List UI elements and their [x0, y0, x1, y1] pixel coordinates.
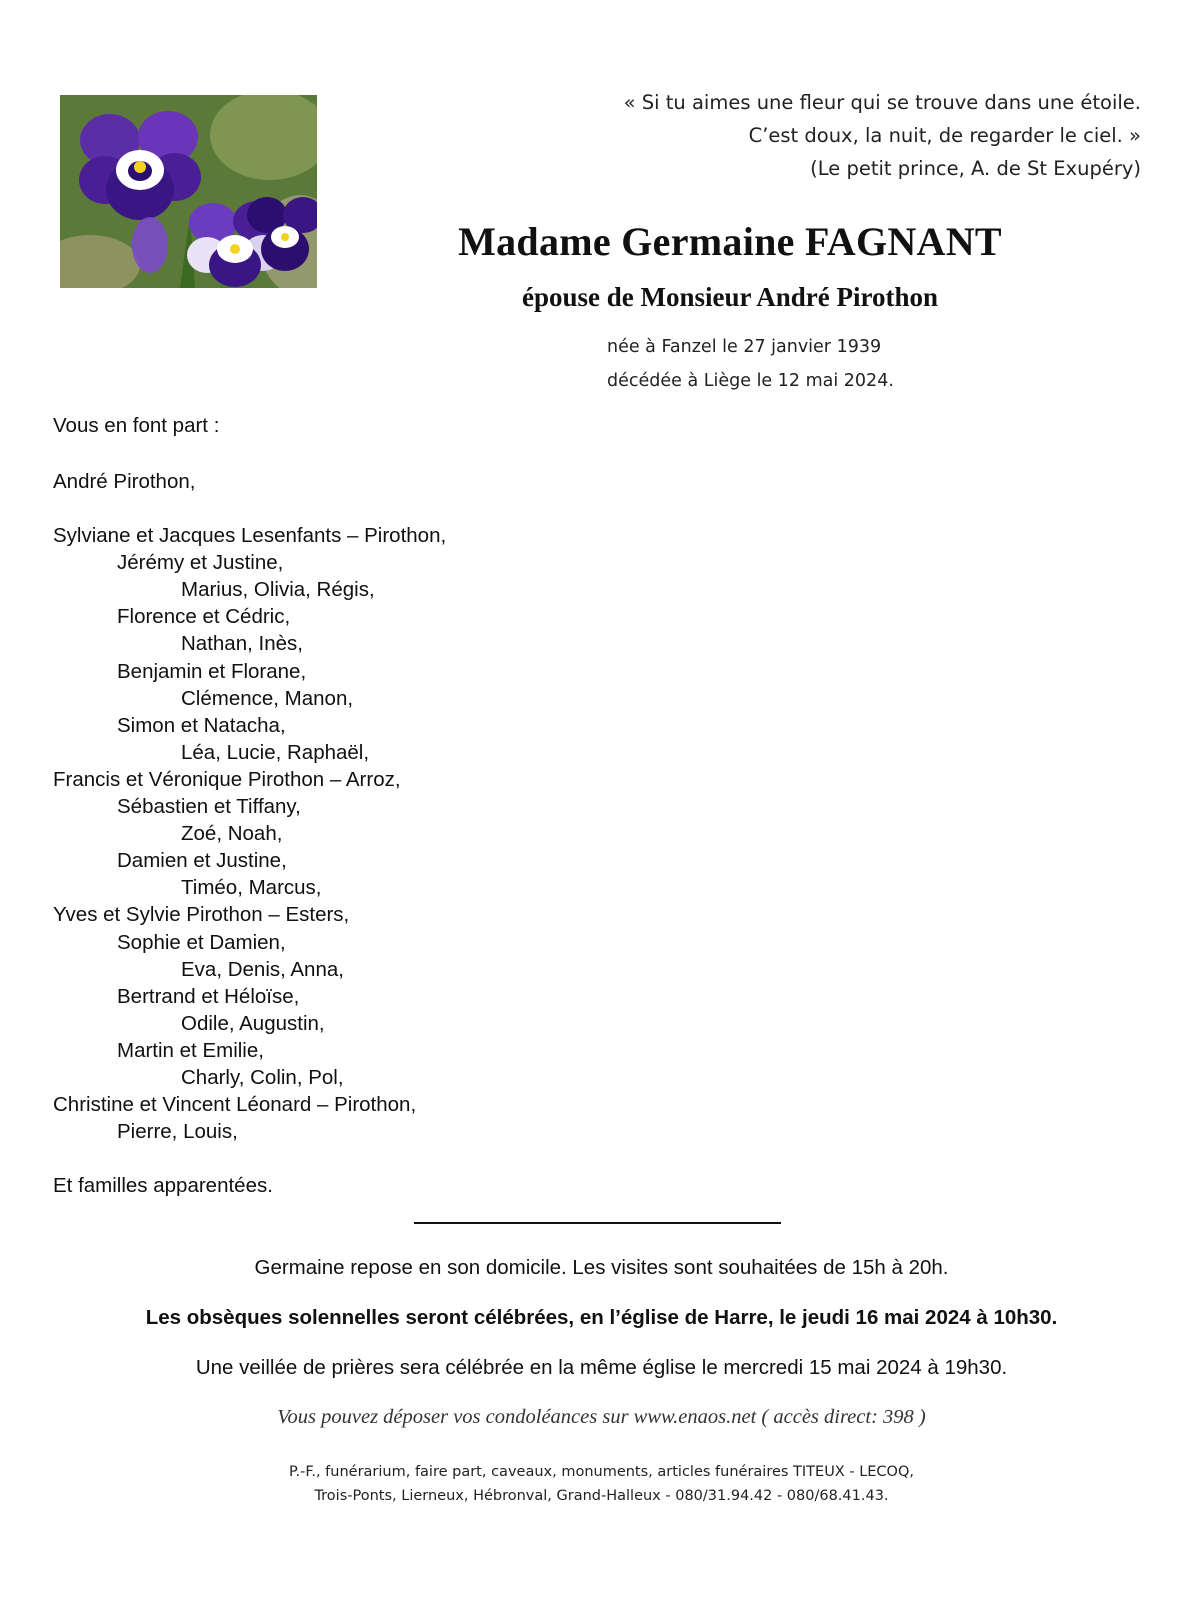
family-member-line: Nathan, Inès, — [181, 632, 303, 656]
divider-rule — [414, 1222, 781, 1224]
family-member-line: Timéo, Marcus, — [181, 876, 322, 900]
funeral-info: Les obsèques solennelles seront célébrées, en l’église de Harre, le jeudi 16 mai 2024 à 10h30. — [145, 1306, 1058, 1329]
family-member-line: Clémence, Manon, — [181, 686, 354, 710]
family-member-line: Yves et Sylvie Pirothon – Esters, — [53, 903, 350, 927]
pansy-flowers-photo — [60, 95, 317, 288]
family-members — [53, 522, 446, 1145]
family-closing: Et familles apparentées. — [53, 1174, 273, 1198]
family-member-line: Pierre, Louis, — [117, 1120, 238, 1144]
family-member-line: Christine et Vincent Léonard – Pirothon, — [53, 1093, 417, 1117]
family-member-line: Sophie et Damien, — [117, 930, 286, 954]
quote-line-1: « Si tu aimes une fleur qui se trouve dans une étoile. — [623, 91, 1141, 114]
family-member-line: Simon et Natacha, — [117, 713, 286, 737]
family-member-line: Zoé, Noah, — [181, 822, 283, 846]
visit-info: Germaine repose en son domicile. Les visites sont souhaitées de 15h à 20h. — [254, 1256, 949, 1279]
family-member-line: Jérémy et Justine, — [117, 551, 284, 575]
family-member-line: Benjamin et Florane, — [117, 659, 307, 683]
family-member-line: Odile, Augustin, — [181, 1011, 325, 1035]
family-spouse: André Pirothon, — [53, 470, 196, 493]
footer-line-1: P.-F., funérarium, faire part, caveaux, monuments, articles funéraires TITEUX - LECOQ, — [289, 1464, 914, 1480]
quote-line-2: C’est doux, la nuit, de regarder le ciel. » — [748, 124, 1141, 147]
vigil-info: Une veillée de prières sera célébrée en la même église le mercredi 15 mai 2024 à 19h30. — [195, 1356, 1008, 1379]
family-member-line: Marius, Olivia, Régis, — [181, 578, 375, 602]
pansy-illustration — [60, 95, 317, 288]
quote-attribution: (Le petit prince, A. de St Exupéry) — [810, 157, 1141, 180]
deceased-name: Madame Germaine FAGNANT — [458, 219, 1002, 264]
spouse-line: épouse de Monsieur André Pirothon — [521, 282, 939, 312]
family-member-line: Bertrand et Héloïse, — [117, 984, 300, 1008]
family-list — [53, 468, 446, 1199]
family-member-line: Eva, Denis, Anna, — [181, 957, 344, 981]
family-member-line: Damien et Justine, — [117, 849, 287, 873]
family-member-line: Sébastien et Tiffany, — [117, 795, 301, 819]
family-member-line: Sylviane et Jacques Lesenfants – Pirothon, — [53, 524, 447, 548]
intro-text: Vous en font part : — [53, 414, 220, 437]
epigraph-quote — [624, 86, 1141, 185]
condolences-info: Vous pouvez déposer vos condoléances sur www.enaos.net ( accès direct: 398 ) — [277, 1406, 926, 1428]
family-member-line: Charly, Colin, Pol, — [181, 1065, 344, 1089]
family-member-line: Léa, Lucie, Raphaël, — [181, 740, 370, 764]
birth-date: née à Fanzel le 27 janvier 1939 — [607, 337, 882, 357]
family-member-line: Francis et Véronique Pirothon – Arroz, — [53, 767, 401, 791]
death-date: décédée à Liège le 12 mai 2024. — [607, 371, 894, 391]
funeral-home-footer — [0, 1460, 1203, 1508]
family-member-line: Martin et Emilie, — [117, 1038, 264, 1062]
family-member-line: Florence et Cédric, — [117, 605, 291, 629]
footer-line-2: Trois-Ponts, Lierneux, Hébronval, Grand-Halleux - 080/31.94.42 - 080/68.41.43. — [314, 1488, 889, 1504]
life-dates — [607, 330, 894, 398]
